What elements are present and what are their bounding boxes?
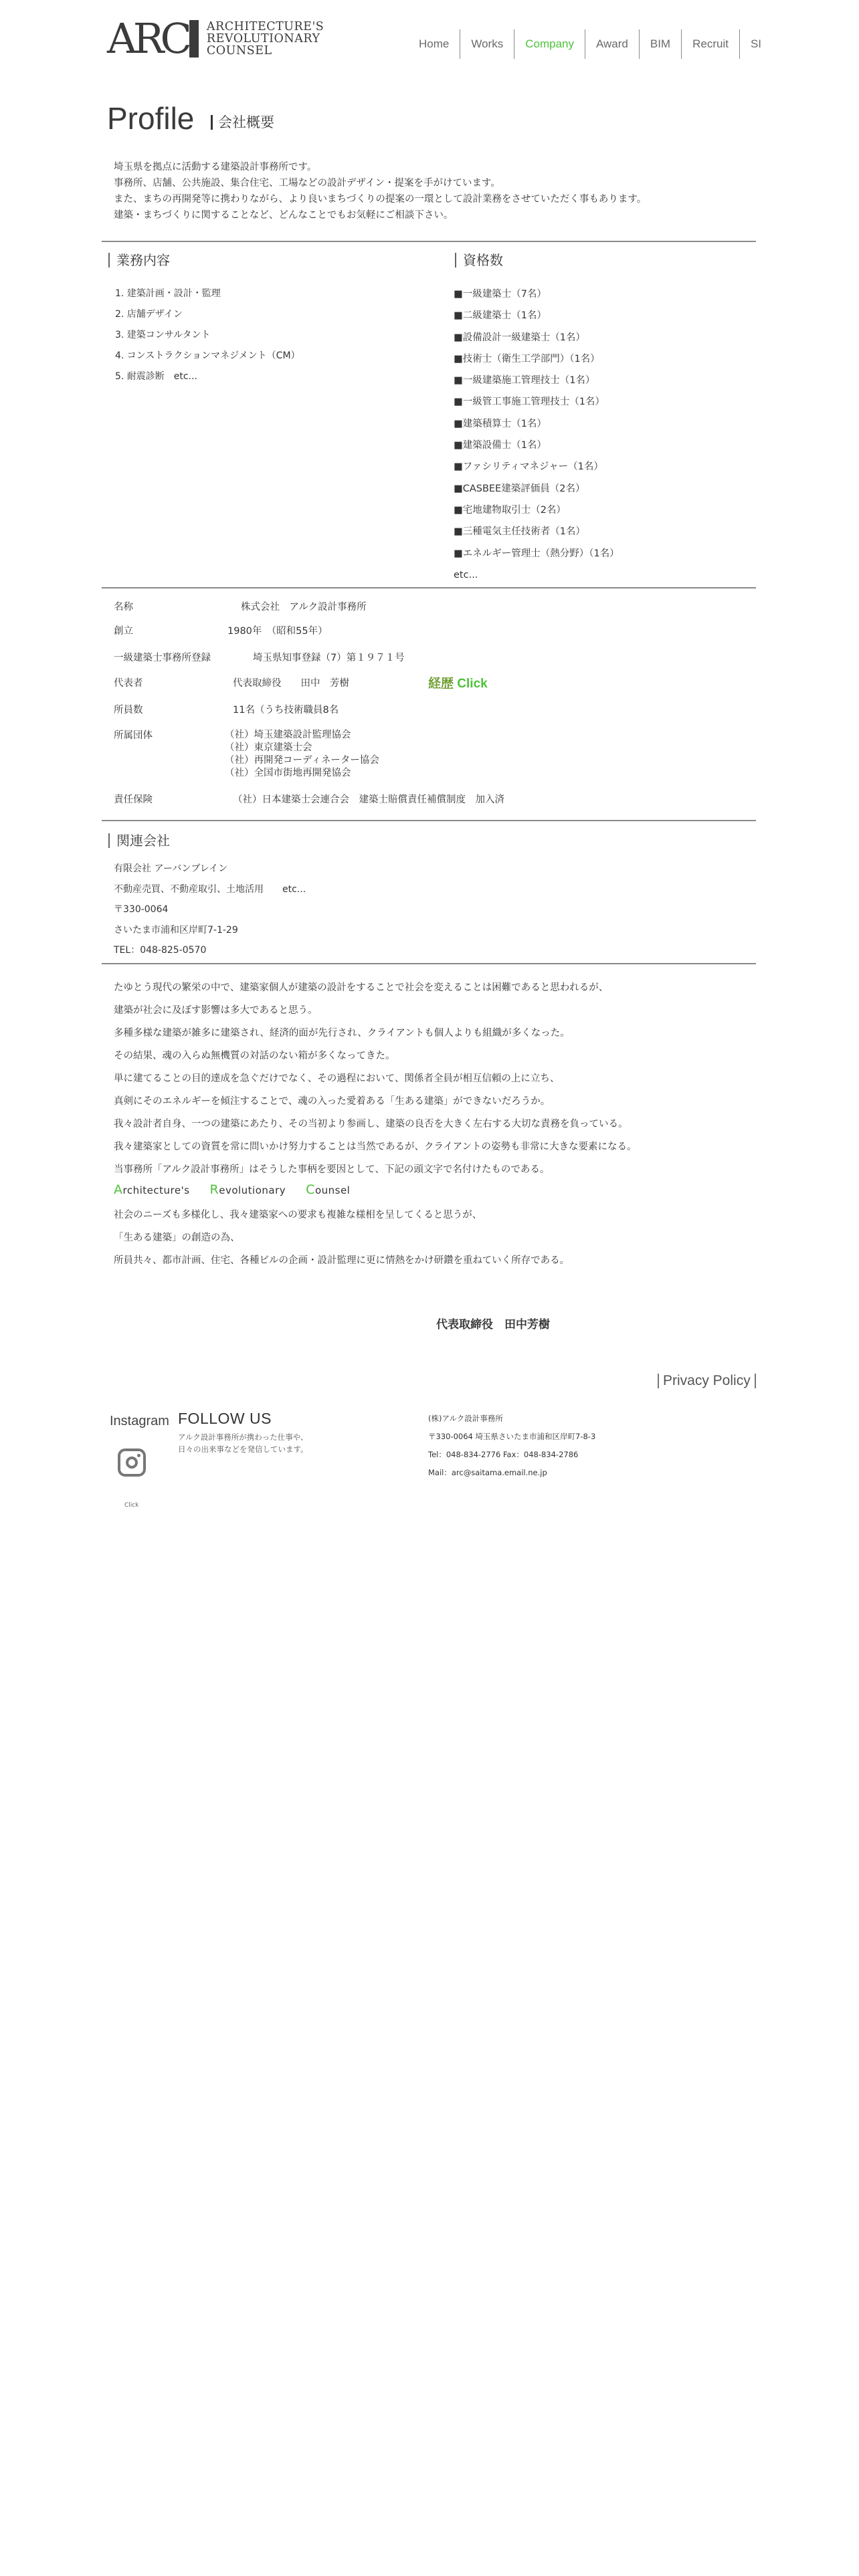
- list-item: ■二級建築士（1名）: [454, 310, 547, 322]
- nav-award[interactable]: Award: [585, 29, 640, 59]
- list-item: 1. 建築計画・設計・監理: [115, 288, 221, 299]
- info-representative-label: 代表者: [114, 678, 143, 689]
- info-name-label: 名称: [114, 602, 133, 613]
- nav-works[interactable]: Works: [460, 29, 514, 59]
- info-registration-label: 一級建築士事務所登録: [114, 653, 211, 663]
- arc-acronym: Architecture's Revolutionary Counsel: [114, 1182, 351, 1197]
- info-founded-label: 創立: [114, 626, 133, 637]
- info-founded-value: 1980年 （昭和55年）: [227, 626, 328, 637]
- list-item: ■一級建築士（7名）: [454, 289, 547, 300]
- list-item: ■設備設計一級建築士（1名）: [454, 332, 585, 343]
- instagram-click[interactable]: Click: [124, 1502, 139, 1509]
- info-representative-value: 代表取締役 田中 芳樹: [233, 678, 349, 689]
- qualifications-heading: 資格数: [455, 253, 503, 267]
- list-item: 5. 耐震診断 etc...: [115, 371, 197, 382]
- instagram-label: Instagram: [110, 1414, 169, 1428]
- divider: [102, 820, 756, 821]
- divider: [102, 963, 756, 964]
- list-item: 3. 建築コンサルタント: [115, 330, 211, 340]
- logo-text: ARCHITECTURE'S REVOLUTIONARY COUNSEL: [206, 20, 324, 58]
- qualifications-list: [454, 284, 619, 586]
- list-item: ■技術士（衛生工学部門）（1名）: [454, 353, 600, 364]
- instagram-icon[interactable]: [118, 1448, 146, 1477]
- follow-us-text: アルク設計事務所が携わった仕事や、 日々の出来事などを発信しています。: [178, 1432, 308, 1454]
- logo-mark: ARC: [107, 14, 188, 63]
- career-link[interactable]: 経歴 Click: [428, 677, 488, 691]
- business-heading: 業務内容: [108, 253, 170, 267]
- main-nav: [408, 29, 762, 59]
- privacy-policy-link[interactable]: Privacy Policy: [658, 1374, 756, 1388]
- signature: 代表取締役 田中芳樹: [436, 1318, 550, 1331]
- info-registration-value: 埼玉県知事登録（7）第１９７１号: [253, 653, 405, 663]
- nav-home[interactable]: Home: [408, 29, 460, 59]
- list-item: 4. コンストラクションマネジメント（CM）: [115, 350, 300, 361]
- info-name-value: 株式会社 アルク設計事務所: [241, 602, 367, 613]
- related-company: 有限会社 アーバンブレイン 不動産売買、不動産取引、土地活用 etc... 〒330-0064 さいたま市浦和区岸町7-1-29 TEL：048-825-0570: [114, 863, 306, 956]
- nav-si[interactable]: SI: [750, 37, 762, 50]
- list-item: ■建築積算士（1名）: [454, 418, 547, 429]
- logo-bar: [189, 20, 199, 58]
- divider: [102, 587, 756, 588]
- list-item: ■エネルギー管理士（熱分野）（1名）: [454, 548, 619, 559]
- site-logo[interactable]: [107, 14, 328, 63]
- info-staff-label: 所員数: [114, 705, 143, 716]
- info-groups-value: （社）埼玉建築設計監理協会 （社）東京建築士会 （社）再開発コーディネーター協会 （社）全国市街地再開発協会: [225, 730, 379, 778]
- list-item: etc...: [454, 569, 478, 580]
- list-item: ■一級管工事施工管理技士（1名）: [454, 397, 605, 408]
- company-message: たゆとう現代の繁栄の中で、建築家個人が建築の設計をすることで社会を変えることは困難であると思われるが、 建築が社会に及ぼす影響は多大であると思う。 多種多様な建築が雑多に建築され、経済的面が先行され、クライアントも個人よりも組織が多くなった。 その結果、魂の入らぬ無機質の対話のない箱が多くなってきた。 単に建てることの目的達成を急ぐだけでなく、その過程において、関係者全員が相互信頼の上に立ち、 真剣にそのエネルギーを傾注することで、魂の入った愛着ある「生ある建築」ができないだろうか。 我々設計者自身、一つの建築にあたり、その当初より参画し、建築の良否を大きく左右する大切な責務を負っている。 我々建築家としての資質を常に問いかけ努力することは当然であるが、クライアントの姿勢も非常に大きな要素になる。 当事務所「アルク設計事務所」はそうした事柄を要因として、下記の頭文字で名付けたものである。: [114, 982, 637, 1175]
- list-item: ■ファシリティマネジャー（1名）: [454, 461, 603, 473]
- info-insurance-label: 責任保険: [114, 794, 153, 805]
- related-heading: 関連会社: [108, 833, 170, 848]
- list-item: ■一級建築施工管理技士（1名）: [454, 375, 595, 387]
- info-staff-value: 11名（うち技術職員8名: [233, 705, 339, 716]
- nav-company[interactable]: Company: [514, 29, 585, 59]
- page-subtitle: 会社概要: [211, 115, 274, 130]
- list-item: ■建築設備士（1名）: [454, 440, 547, 451]
- list-item: ■CASBEE建築評価員（2名）: [454, 483, 585, 494]
- page-title: Profile: [107, 101, 195, 136]
- list-item: 2. 店舗デザイン: [115, 309, 183, 320]
- info-insurance-value: （社）日本建築士会連合会 建築士賠償責任補償制度 加入済: [233, 794, 504, 805]
- nav-recruit[interactable]: Recruit: [682, 29, 740, 59]
- list-item: ■三種電気主任技術者（1名）: [454, 526, 585, 538]
- info-groups-label: 所属団体: [114, 730, 153, 741]
- nav-bim[interactable]: BIM: [640, 29, 682, 59]
- intro-text: 埼玉県を拠点に活動する建築設計事務所です。 事務所、店舗、公共施設、集合住宅、工場などの設計デザイン・提案を手がけています。 また、まちの再開発等に携わりながら、より良いまちづくりの提案の一環として設計業務をさせていただく事もあります。 建築・まちづくりに関することなど、どんなことでもお気軽にご相談下さい。: [114, 162, 647, 221]
- follow-us-title: FOLLOW US: [178, 1410, 272, 1427]
- footer-company-info: (株)アルク設計事務所 〒330-0064 埼玉県さいたま市浦和区岸町7-8-3 Tel：048-834-2776 Fax：048-834-2786 Mail：arc@saitama.email.ne.jp: [428, 1414, 596, 1477]
- list-item: ■宅地建物取引士（2名）: [454, 504, 566, 516]
- divider: [102, 241, 756, 242]
- company-message-closing: 社会のニーズも多様化し、我々建築家への要求も複雑な様相を呈してくると思うが、 「生ある建築」の創造の為、 所員共々、都市計画、住宅、各種ビルの企画・設計監理に更に情熱をかけ研鑽を重ねていく所存である。: [114, 1210, 570, 1266]
- business-list: [115, 284, 300, 387]
